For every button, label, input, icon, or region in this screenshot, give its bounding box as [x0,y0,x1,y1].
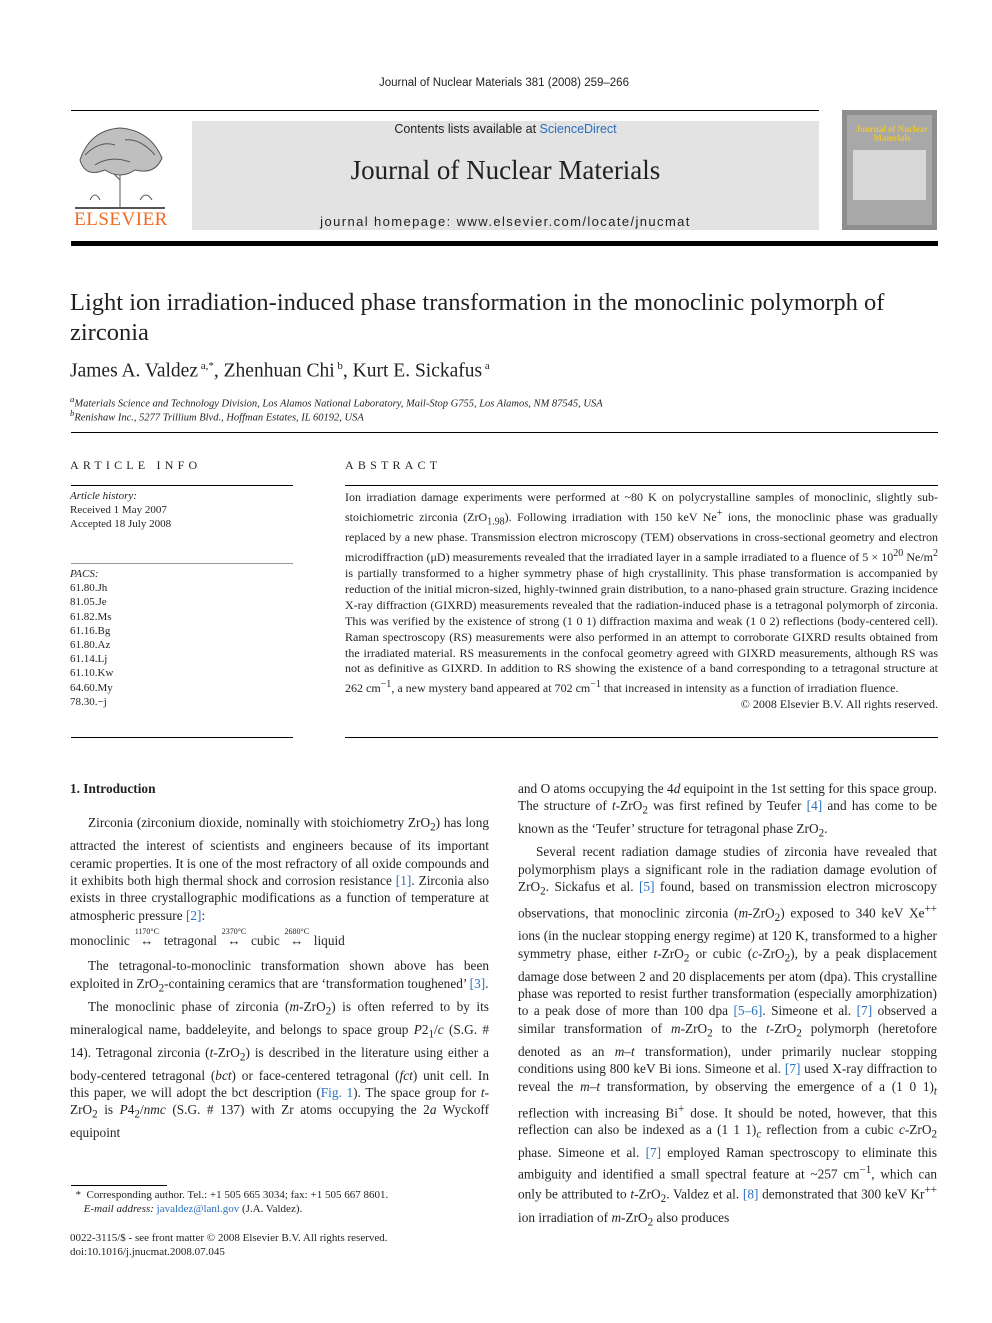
article-info-heading: ARTICLE INFO [70,458,202,472]
journal-citation: Journal of Nuclear Materials 381 (2008) 259–266 [379,77,629,89]
citation-link[interactable]: [8] [742,1186,759,1202]
cover-panel [847,115,932,225]
citation-link[interactable]: [5] [639,879,655,895]
issn-line: 0022-3115/$ - see front matter © 2008 Elsevier B.V. All rights reserved. [70,1232,388,1244]
journal-homepage[interactable]: journal homepage: www.elsevier.com/locate/jnucmat [320,214,691,229]
footnotes [70,1188,388,1217]
abstract-body [345,490,938,713]
pacs-list [70,567,113,709]
article-title: Light ion irradiation-induced phase transformation in the monoclinic polymorph of zirconia [70,289,885,346]
citation-link[interactable]: [7] [856,1003,873,1019]
cover-title: Journal of Nuclear Materials [855,124,929,143]
phase-equation: monoclinic 1170°C ↔ tetragonal 2370°C ↔ cubic 2680°C ↔ liquid [70,927,345,949]
paragraph: Zirconia (zirconium dioxide, nominally with stoichiometry ZrO$_2$) has long attracted the interest of scientists and engineers because of its important ceramic properties. It is one of the most refractory of all oxide compounds and it exhibits both high thermal shock and corrosion resistance [1]. Zirconia also exists in three crystallographic modifications as a function of temperature at atmospheric pressure [2]: [70,815,489,923]
author-name[interactable]: James A. Valdez [70,360,198,382]
citation-link[interactable]: [1] [395,873,412,889]
section-heading: 1. Introduction [70,781,156,796]
pacs-code: 61.80.Jh [70,582,108,595]
citation-link[interactable]: [2] [185,907,202,923]
article-history [70,489,171,532]
author-name[interactable]: Zhenhuan Chi [223,360,335,382]
citation-link[interactable]: [3] [469,975,486,991]
footnote-rule [71,1185,167,1186]
publication-info [70,1231,388,1260]
received-date: Received 1 May 2007 [70,504,167,517]
affiliation-b: $^b$Renishaw Inc., 5277 Trillium Blvd., Hoffman Estates, IL 60192, USA [70,408,364,424]
history-label: Article history: [70,490,137,502]
pacs-code: 61.80.Az [70,639,111,652]
title-rule [71,432,938,433]
elsevier-logo[interactable] [68,120,174,232]
pacs-code: 78.30.−j [70,695,107,708]
body-right-column [518,780,937,1232]
paragraph: Several recent radiation damage studies of zirconia have revealed that polymorphism plays a significant role in the radiation damage evolution of ZrO$_2$. Sickafus et al. [5] found, based on transmission electron microscopy observations, that monoclinic zirconia (m-ZrO$_2$) exposed to 340 keV Xe++ ions (in the nuclear stopping energy regime) at 120 K, transformed to a higher symmetry phase, either t-ZrO$_2$ or cubic (c-ZrO$_2$), by a peak displacement damage dose between 2 and 20 displacements per atom (dpa). This crystalline phase was reported to resist further transformation (especially amorphization) to a peak dose of more than 100 dpa [5–6]. Simeone et al. [7] observed a similar transformation of m-ZrO$_2$ to the t-ZrO$_2$ polymorph (heretofore denoted as an m–t transformation), under primarily nuclear stopping conditions using 800 keV Bi ions. Simeone et al. [7] used X-ray diffraction to reveal the m–t transformation, by observing the emergence of a (1 0 $1)_t$ reflection with increasing Bi+ dose. It should be noted, however, that this reflection can also be indexed as a (1 1 $1)_c$ reflection from a cubic c-ZrO$_2$ phase. Simeone et al. [7] employed Raman spectroscopy to eliminate this ambiguity and identified a small spectral feature at ~257 $cm^{-1}$, which can only be attributed to t-ZrO$_2$. Valdez et al. [8] demonstrated that 300 keV Kr++ ion irradiation of m-ZrO$_2$ also produces [518,844,938,1229]
paragraph: The tetragonal-to-monoclinic transformation shown above has been exploited in ZrO$_2$-containing ceramics that are ‘transformation toughened’ [3]. [70,958,489,995]
pacs-code: 61.14.Lj [70,653,108,666]
author-sup: a,* [200,360,214,372]
abstract-text: Ion irradiation damage experiments were performed at ~80 K on polycrystalline samples of monoclinic, slightly sub-stoichiometric zirconia (ZrO$_{1.98}$). Following irradiation with 150 keV Ne+ ions, the monoclinic phase was gradually replaced by a new phase. Transmission electron microscopy (TEM) observations in cross-sectional geometry and electron microdiffraction (μD) measurements revealed that the irradiated layer in a sample irradiated to a fluence of $5 \times 10^{20}$ $Ne/m^2$ is partially transformed to a higher symmetry phase of high crystallinity. This phase transformation is accompanied by reduction of the initial micron-sized, highly-twinned grain distribution, to a nano-phased grain structure. Grazing incidence X-ray diffraction (GIXRD) measurements revealed that the radiation-induced phase is a tetragonal polymorph of zirconia. This was verified by the existence of strong (1 0 1) diffraction maxima and weak (1 0 2) reflections (body-centered cell). Raman spectroscopy (RS) measurements were also performed in an attempt to corroborate GIXRD results obtained from the irradiated material. RS measurements in the confocal geometry agreed with GIXRD measurements, although RS was not as definitive as GIXRD. In addition to RS showing the existence of a band corresponding to a tetragonal structure at 262 $cm^{-1}$, a new mystery band appeared at 702 $cm^{-1}$ that increased in intensity as a function of irradiation fluence. [345,490,939,696]
pacs-code: 61.16.Bg [70,624,111,637]
email-link[interactable]: javaldez@lanl.gov [156,1203,240,1216]
abstract-rule-bottom [345,737,938,738]
citation-link[interactable]: [7] [784,1061,801,1077]
publisher-name: ELSEVIER [74,209,168,230]
affiliation-a: $^a$Materials Science and Technology Division, Los Alamos National Laboratory, Mail-Stop G755, Los Alamos, NM 87545, USA [70,394,603,410]
abstract-copyright: © 2008 Elsevier B.V. All rights reserved. [740,697,938,712]
abstract-heading: ABSTRACT [345,458,442,472]
info-rule-mid [71,563,293,564]
abstract-rule-top [345,485,938,486]
sciencedirect-link[interactable]: ScienceDirect [539,122,617,136]
journal-title: Journal of Nuclear Materials [350,155,661,185]
contents-line [192,122,819,136]
author-name[interactable]: Kurt E. Sickafus [352,360,483,382]
citation-link[interactable]: [7] [645,1145,662,1161]
header-thick-rule [71,241,938,246]
author-sup: a [484,360,490,372]
body-left-column [70,780,489,1142]
email-note: E-mail address: javaldez@lanl.gov (J.A. Valdez). [83,1203,303,1216]
header-rule [71,110,819,111]
figure-link[interactable]: Fig. 1 [320,1085,354,1101]
pacs-code: 64.60.My [70,681,113,694]
contents-prefix: Contents lists available at [394,122,540,136]
accepted-date: Accepted 18 July 2008 [70,518,172,531]
paragraph: and O atoms occupying the 4d equipoint in the 1st setting for this space group. The structure of t-ZrO$_2$ was first refined by Teufer [4] and has come to be known as the ‘Teufer’ structure for tetragonal phase ZrO$_2$. [518,781,938,840]
citation-link[interactable]: [4] [806,798,823,814]
info-rule-top [71,485,293,486]
pacs-code: 61.82.Ms [70,610,112,623]
paragraph: The monoclinic phase of zirconia (m-ZrO$_2$) is often referred to by its mineralogical name, baddeleyite, and belongs to space group $P2_1/c$ (S.G. # 14). Tetragonal zirconia (t-ZrO$_2$) is described in the literature using either a body-centered tetragonal (bct) or face-centered tetragonal (fct) unit cell. In this paper, we will adopt the bct description (Fig. 1). The space group for t-ZrO$_2$ is $P4_2$/nmc (S.G. # 137) with Zr atoms occupying the 2a Wyckoff equipoint [70,998,490,1141]
cover-image-icon [853,150,926,200]
doi-line[interactable]: doi:10.1016/j.jnucmat.2008.07.045 [70,1246,225,1259]
journal-cover[interactable] [842,110,937,230]
tree-logo-icon [70,120,170,210]
pacs-code: 61.10.Kw [70,667,114,680]
author-list: James A. Valdez $^{a,*}$, Zhenhuan Chi $^b$, Kurt E. Sickafus $^a$ [70,360,490,382]
citation-link[interactable]: [5–6] [733,1003,763,1019]
corresponding-author-note: * Corresponding author. Tel.: +1 505 665 3034; fax: +1 505 667 8601. [70,1189,389,1201]
pacs-label: PACS: [70,568,99,580]
pacs-code: 81.05.Je [70,596,107,609]
info-rule-bottom [71,737,293,738]
author-sup: b [337,360,343,372]
